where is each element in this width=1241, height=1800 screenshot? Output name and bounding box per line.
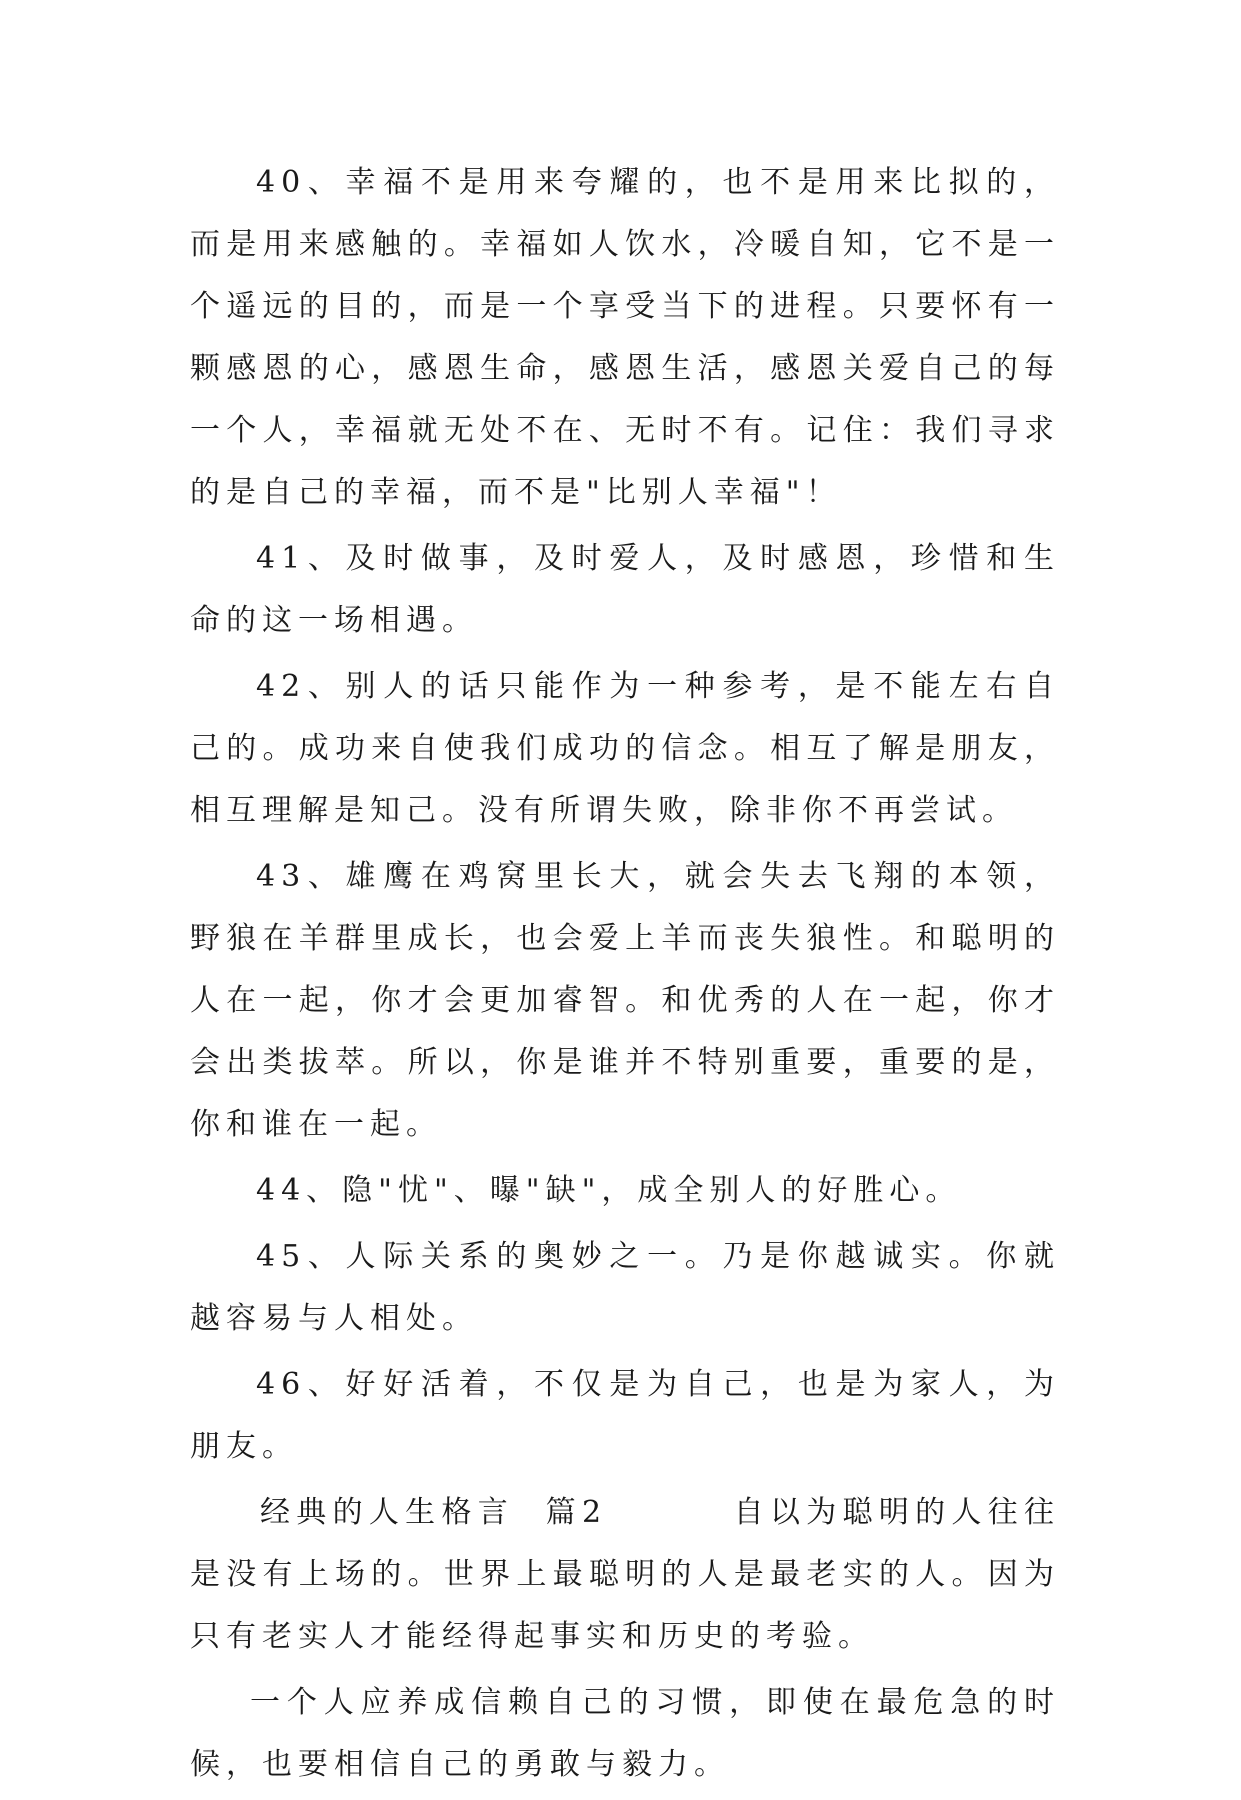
section-heading-paragraph: 经典的人生格言 篇2 自以为聪明的人往往是没有上场的。世界上最聪明的人是最老实的人。因为只有老实人才能经得起事实和历史的考验。 <box>190 1495 1060 1654</box>
paragraph-41: 41、及时做事，及时爱人，及时感恩，珍惜和生命的这一场相遇。 <box>190 541 1060 638</box>
paragraph-43: 43、雄鹰在鸡窝里长大，就会失去飞翔的本领，野狼在羊群里成长，也会爱上羊而丧失狼性。和聪明的人在一起，你才会更加睿智。和优秀的人在一起，你才会出类拔萃。所以，你是谁并不特别重要，重要的是，你和谁在一起。 <box>190 859 1060 1142</box>
paragraph-self-trust: 一个人应养成信赖自己的习惯，即使在最危急的时候，也要相信自己的勇敢与毅力。 <box>190 1685 1060 1782</box>
paragraph-40: 40、幸福不是用来夸耀的，也不是用来比拟的，而是用来感触的。幸福如人饮水，冷暖自知，它不是一个遥远的目的，而是一个享受当下的进程。只要怀有一颗感恩的心，感恩生命，感恩生活，感恩关爱自己的每一个人，幸福就无处不在、无时不有。记住：我们寻求的是自己的幸福，而不是"比别人幸福"！ <box>190 165 1060 510</box>
paragraph-45: 45、人际关系的奥妙之一。乃是你越诚实。你就越容易与人相处。 <box>190 1239 1060 1336</box>
document-body <box>190 152 1060 1800</box>
paragraph-44: 44、隐"忧"、曝"缺"，成全别人的好胜心。 <box>256 1173 962 1208</box>
paragraph-46: 46、好好活着，不仅是为自己，也是为家人，为朋友。 <box>190 1367 1060 1464</box>
paragraph-42: 42、别人的话只能作为一种参考，是不能左右自己的。成功来自使我们成功的信念。相互了解是朋友，相互理解是知己。没有所谓失败，除非你不再尝试。 <box>190 669 1060 828</box>
